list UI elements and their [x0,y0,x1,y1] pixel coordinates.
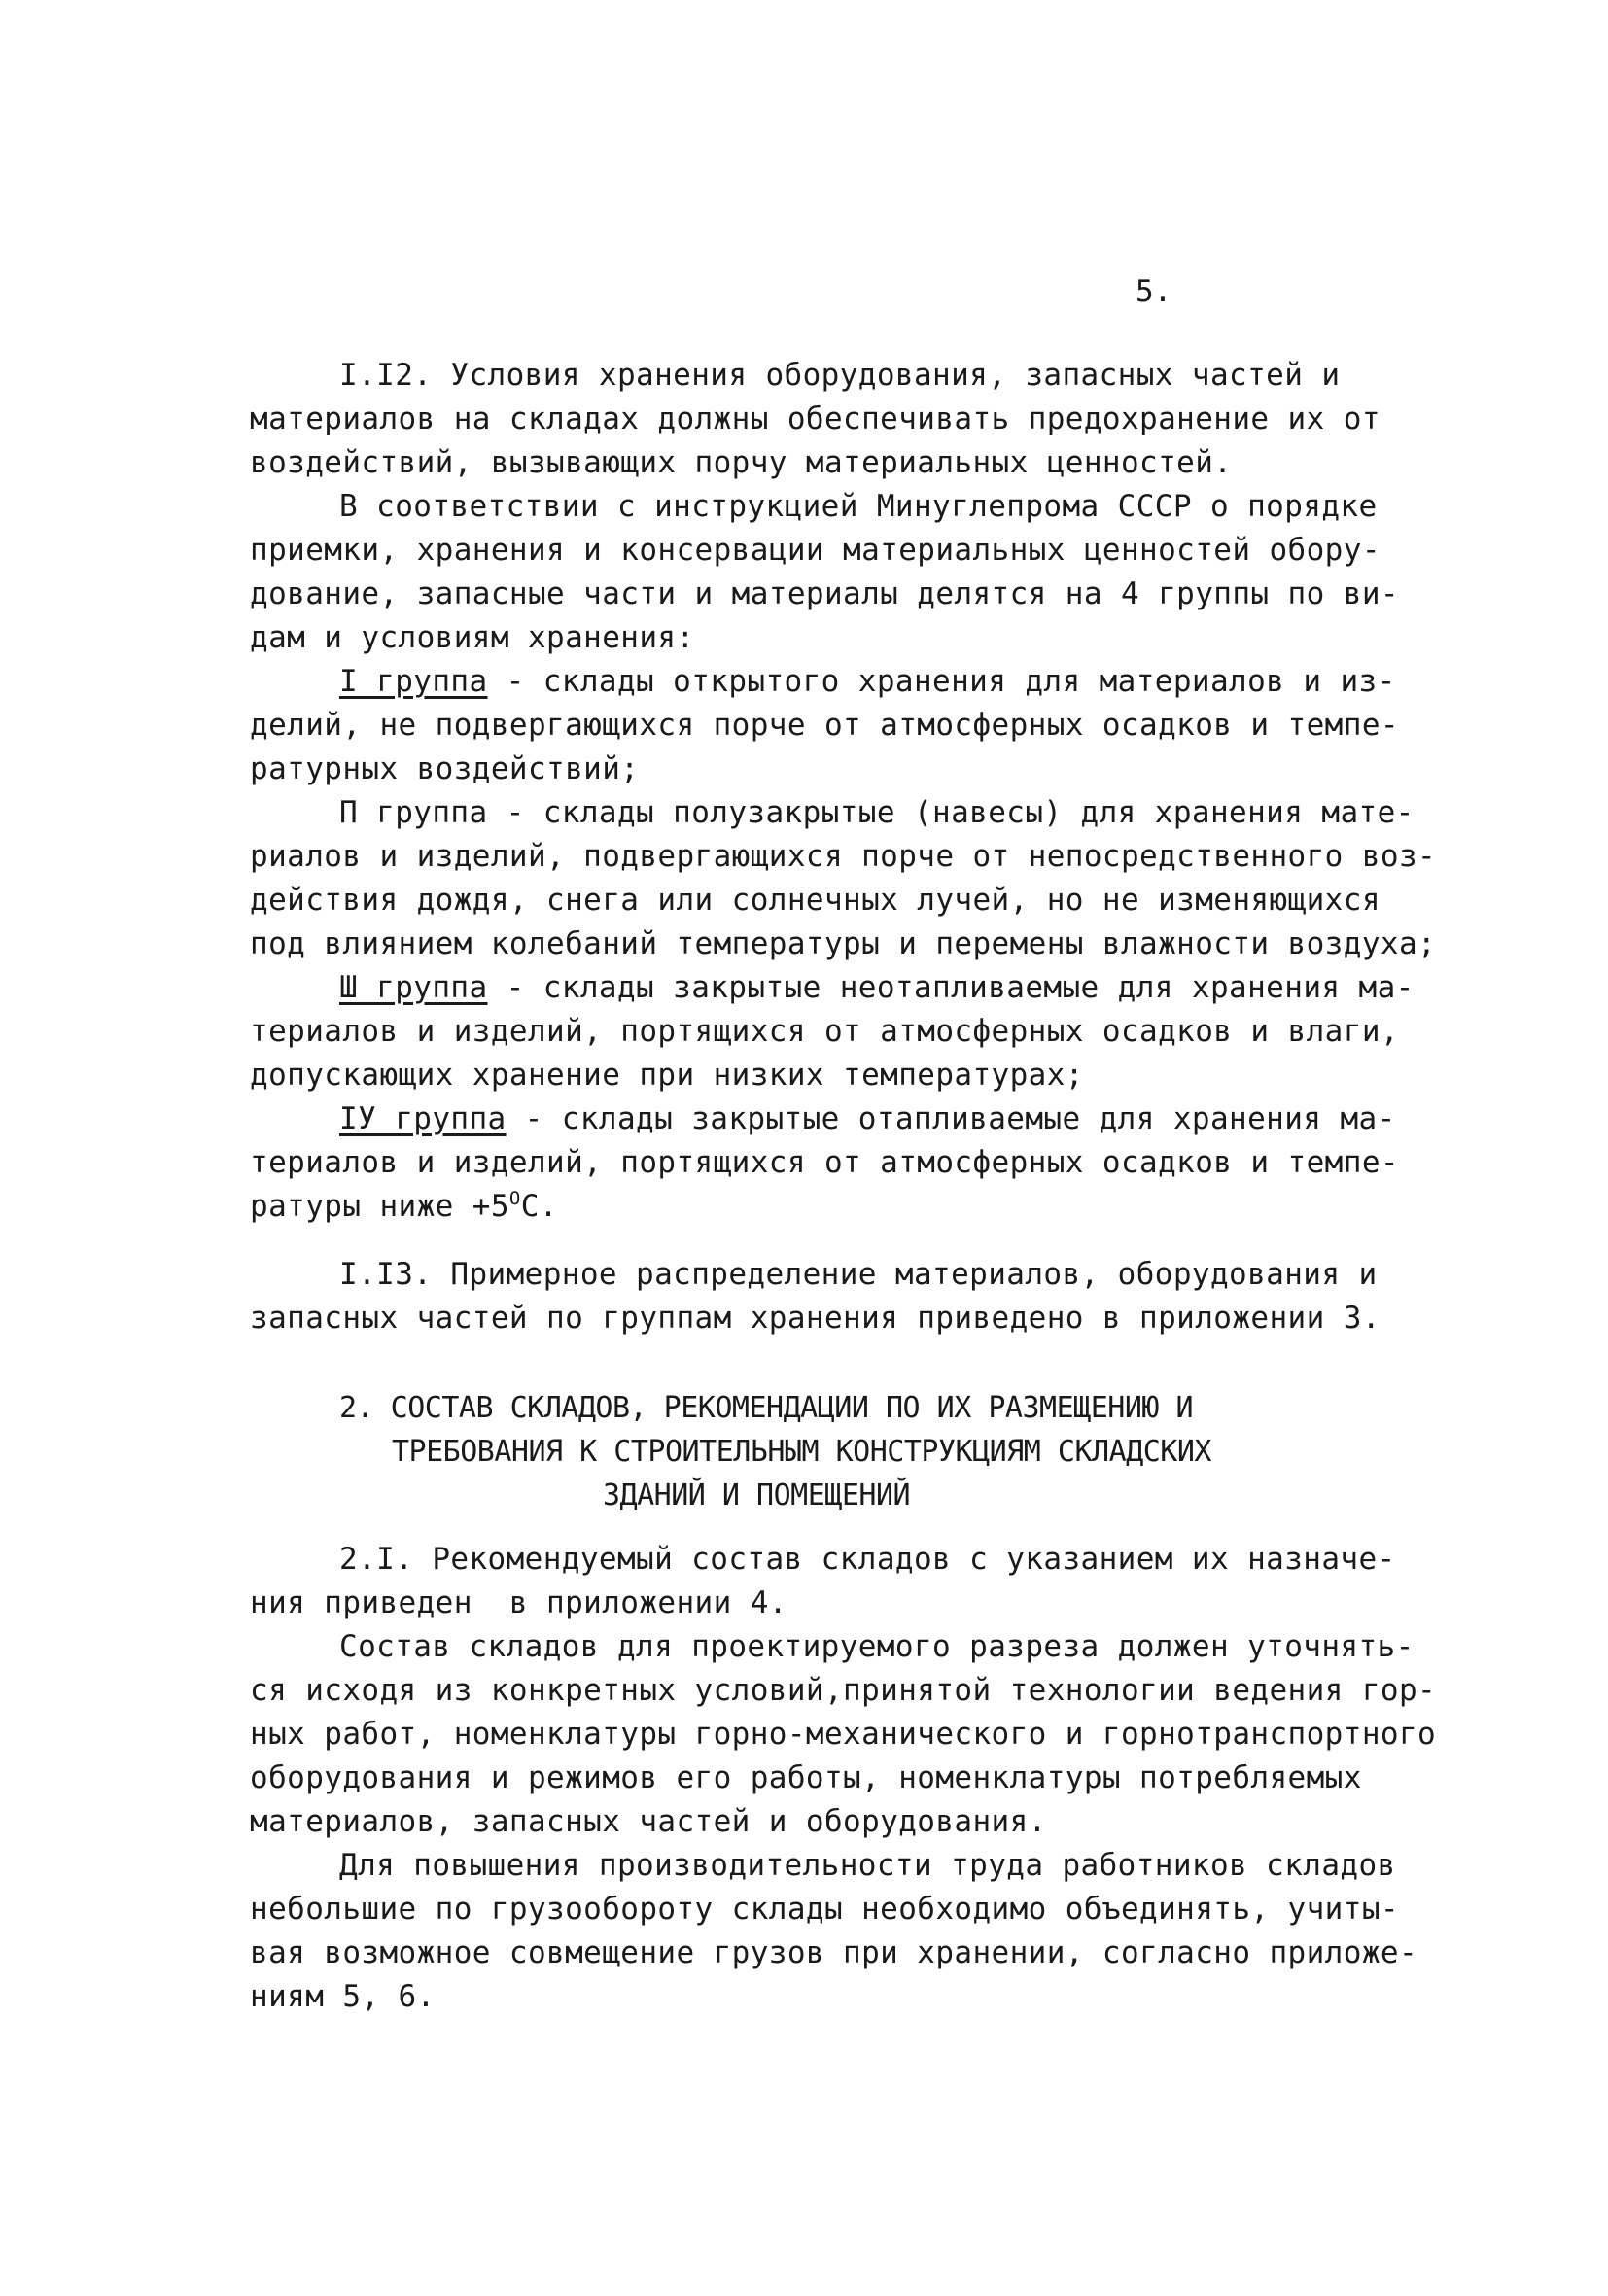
section-heading: ТРЕБОВАНИЯ К СТРОИТЕЛЬНЫМ КОНСТРУКЦИЯМ СКЛАДСКИХ [392,1435,1211,1469]
paragraph-line: приемки, хранения и консервации материальных ценностей оборy- [250,533,1381,568]
paragraph-line: ратурных воздействий; [250,751,640,786]
paragraph-line: ния приведен в приложении 4. [250,1585,787,1620]
temperature-unit: C. [520,1189,558,1224]
group-3-name: Ш группа [339,970,488,1005]
paragraph-line: I.I2. Условия хранения оборудования, запасных частей и [339,358,1341,393]
paragraph-line: небольшие по грузообороту склады необходимо объединять, учиты- [250,1892,1399,1927]
group-1-first-line [339,660,1396,703]
paragraph-line: дование, запасные части и материалы делятся на 4 группы по ви- [250,576,1399,611]
degree-sign: O [508,1188,521,1209]
paragraph-line: материалов на складах должны обеспечивать предохранение их от [250,401,1381,436]
paragraph-line: ниям 5, 6. [250,1979,436,2014]
group-4-first-line [339,1097,1396,1140]
group-1-text: - склады открытого хранения для материалов и из- [487,664,1396,699]
paragraph-line: дам и условиям хранения: [250,620,695,655]
group-2-text: - склады полузакрытые (навесы) для хранения мате- [487,795,1415,830]
temperature-line [250,1185,558,1228]
paragraph-line: ных работ, номенклатуры горно-механического и горнотранспортного [250,1717,1437,1752]
temperature-text: ратуры ниже +5 [250,1189,509,1224]
paragraph-line: териалов и изделий, портящихся от атмосферных осадков и темпе- [250,1145,1399,1180]
paragraph-line: Состав складов для проектируемого разреза должен уточнять- [339,1629,1415,1664]
paragraph-line: допускающих хранение при низких температурах; [250,1058,1084,1093]
paragraph-line: воздействий, вызывающих порчу материальных ценностей. [250,445,1233,480]
group-4-name: IУ группа [339,1101,507,1136]
paragraph-line: вая возможное совмещение грузов при хранении, согласно приложе- [250,1935,1418,1970]
group-3-text: - склады закрытые неотапливаемые для хранения ма- [487,970,1415,1005]
section-heading: 2. СОСТАВ СКЛАДОВ, РЕКОМЕНДАЦИИ ПО ИХ РАЗМЕЩЕНИЮ И [339,1391,1194,1425]
paragraph-line: териалов и изделий, портящихся от атмосферных осадков и влаги, [250,1014,1399,1049]
group-2-name: П группа [339,795,488,830]
paragraph-line: 2.I. Рекомендуемый состав складов с указанием их назначе- [339,1542,1396,1577]
paragraph-line: действия дождя, снега или солнечных лучей, но не изменяющихся [250,883,1381,918]
paragraph-line: оборудования и режимов его работы, номенклатуры потребляемых [250,1760,1362,1795]
paragraph-line: делий, не подвергающихся порче от атмосферных осадков и темпе- [250,708,1399,743]
page-number: 5. [1136,274,1172,309]
paragraph-line: риалов и изделий, подвергающихся порче от непосредственного воз- [250,839,1437,874]
paragraph-line: под влиянием колебаний температуры и перемены влажности воздуха; [250,926,1437,961]
paragraph-line: ся исходя из конкретных условий,принятой технологии ведения гор- [250,1673,1437,1708]
group-2-first-line [339,791,1415,834]
paragraph-line: В соответствии с инструкцией Минуглепрома СССР о порядке [339,489,1378,524]
paragraph-line: запасных частей по группам хранения приведено в приложении 3. [250,1301,1381,1336]
group-4-text: - склады закрытые отапливаемые для хранения ма- [506,1101,1396,1136]
section-heading: ЗДАНИЙ И ПОМЕЩЕНИЙ [603,1478,911,1513]
paragraph-line: материалов, запасных частей и оборудования. [250,1804,1047,1839]
paragraph-line: Для повышения производительности труда работников складов [339,1848,1396,1883]
group-1-name: I группа [339,664,488,699]
group-3-first-line [339,966,1415,1009]
paragraph-line: I.I3. Примерное распределение материалов, оборудования и [339,1257,1378,1292]
